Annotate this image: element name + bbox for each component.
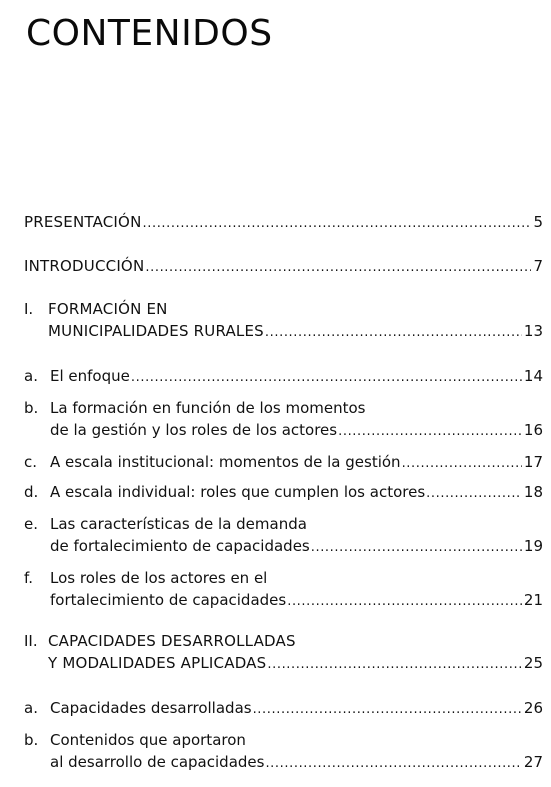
toc-entry-title: La formación en función de los momentos	[50, 399, 366, 417]
toc-line	[24, 397, 543, 419]
page-number: 14	[523, 367, 543, 385]
dot-leader	[267, 652, 522, 676]
toc-entry-title-continued: Y MODALIDADES APLICADAS	[48, 654, 267, 672]
dot-leader	[287, 589, 522, 613]
page-number: 5	[533, 213, 543, 231]
toc-entry-title: Contenidos que aportaron	[50, 731, 246, 749]
page-title: CONTENIDOS	[26, 13, 273, 54]
page-number: 13	[523, 322, 543, 340]
page-number: 7	[533, 257, 543, 275]
toc-line	[24, 652, 543, 676]
section-marker: f.	[24, 569, 33, 587]
toc-entry-title: A escala individual: roles que cumplen los actores	[50, 483, 426, 501]
page-number: 27	[523, 753, 543, 771]
toc-entry-roles-actores[interactable]	[24, 567, 543, 613]
section-marker: a.	[24, 367, 38, 385]
page-number: 26	[523, 699, 543, 717]
dot-leader	[131, 365, 522, 389]
page-number: 16	[523, 421, 543, 439]
section-marker: II.	[24, 632, 38, 650]
toc-entry-title: Las características de la demanda	[50, 515, 307, 533]
toc-entry-title: PRESENTACIÓN	[24, 213, 142, 231]
toc-line	[24, 751, 543, 775]
toc-line	[24, 419, 543, 443]
section-marker: I.	[24, 300, 34, 318]
toc-entry-title: A escala institucional: momentos de la gestión	[50, 453, 401, 471]
dot-leader	[265, 320, 522, 344]
toc-entry-title-continued: fortalecimiento de capacidades	[50, 591, 287, 609]
section-marker: e.	[24, 515, 38, 533]
toc-entry-introduccion[interactable]	[24, 255, 543, 279]
toc-line	[24, 451, 543, 475]
section-marker: a.	[24, 699, 38, 717]
toc-line	[24, 211, 543, 235]
toc-entry-title: INTRODUCCIÓN	[24, 257, 145, 275]
toc-line	[24, 365, 543, 389]
section-marker: b.	[24, 399, 39, 417]
toc-entry-title-continued: de la gestión y los roles de los actores	[50, 421, 338, 439]
dot-leader	[143, 211, 532, 235]
toc-line	[24, 513, 543, 535]
toc-line	[24, 298, 543, 320]
toc-entry-title-continued: MUNICIPALIDADES RURALES	[48, 322, 264, 340]
page-number: 18	[523, 483, 543, 501]
section-marker: c.	[24, 453, 38, 471]
toc-entry-formacion[interactable]	[24, 298, 543, 344]
dot-leader	[426, 481, 522, 505]
toc-entry-title: El enfoque	[50, 367, 130, 385]
dot-leader	[338, 419, 522, 443]
page-number: 17	[523, 453, 543, 471]
toc-entry-contenidos-aportaron[interactable]	[24, 729, 543, 775]
toc-entry-title: FORMACIÓN EN	[48, 300, 168, 318]
toc-entry-title-continued: al desarrollo de capacidades	[50, 753, 265, 771]
toc-entry-title: Capacidades desarrolladas	[50, 699, 252, 717]
toc-line	[24, 481, 543, 505]
toc-entry-escala-institucional[interactable]	[24, 451, 543, 475]
toc-line	[24, 729, 543, 751]
toc-entry-caracteristicas[interactable]	[24, 513, 543, 559]
section-marker: d.	[24, 483, 39, 501]
toc-entry-title: Los roles de los actores en el	[50, 569, 268, 587]
dot-leader	[253, 697, 522, 721]
page-number: 19	[523, 537, 543, 555]
dot-leader	[145, 255, 531, 279]
dot-leader	[402, 451, 522, 475]
toc-line	[24, 320, 543, 344]
toc-entry-presentacion[interactable]	[24, 211, 543, 235]
section-marker: b.	[24, 731, 39, 749]
toc-entry-title-continued: de fortalecimiento de capacidades	[50, 537, 310, 555]
toc-entry-capacidades[interactable]	[24, 630, 543, 676]
toc-line	[24, 697, 543, 721]
dot-leader	[311, 535, 522, 559]
page-number: 25	[523, 654, 543, 672]
toc-entry-escala-individual[interactable]	[24, 481, 543, 505]
toc-entry-formacion-momentos[interactable]	[24, 397, 543, 443]
toc-entry-capacidades-desarrolladas[interactable]	[24, 697, 543, 721]
toc-line	[24, 567, 543, 589]
toc-entry-title: CAPACIDADES DESARROLLADAS	[48, 632, 296, 650]
toc-line	[24, 589, 543, 613]
toc-line	[24, 630, 543, 652]
toc-line	[24, 255, 543, 279]
page-number: 21	[523, 591, 543, 609]
toc-entry-enfoque[interactable]	[24, 365, 543, 389]
toc-line	[24, 535, 543, 559]
dot-leader	[265, 751, 521, 775]
